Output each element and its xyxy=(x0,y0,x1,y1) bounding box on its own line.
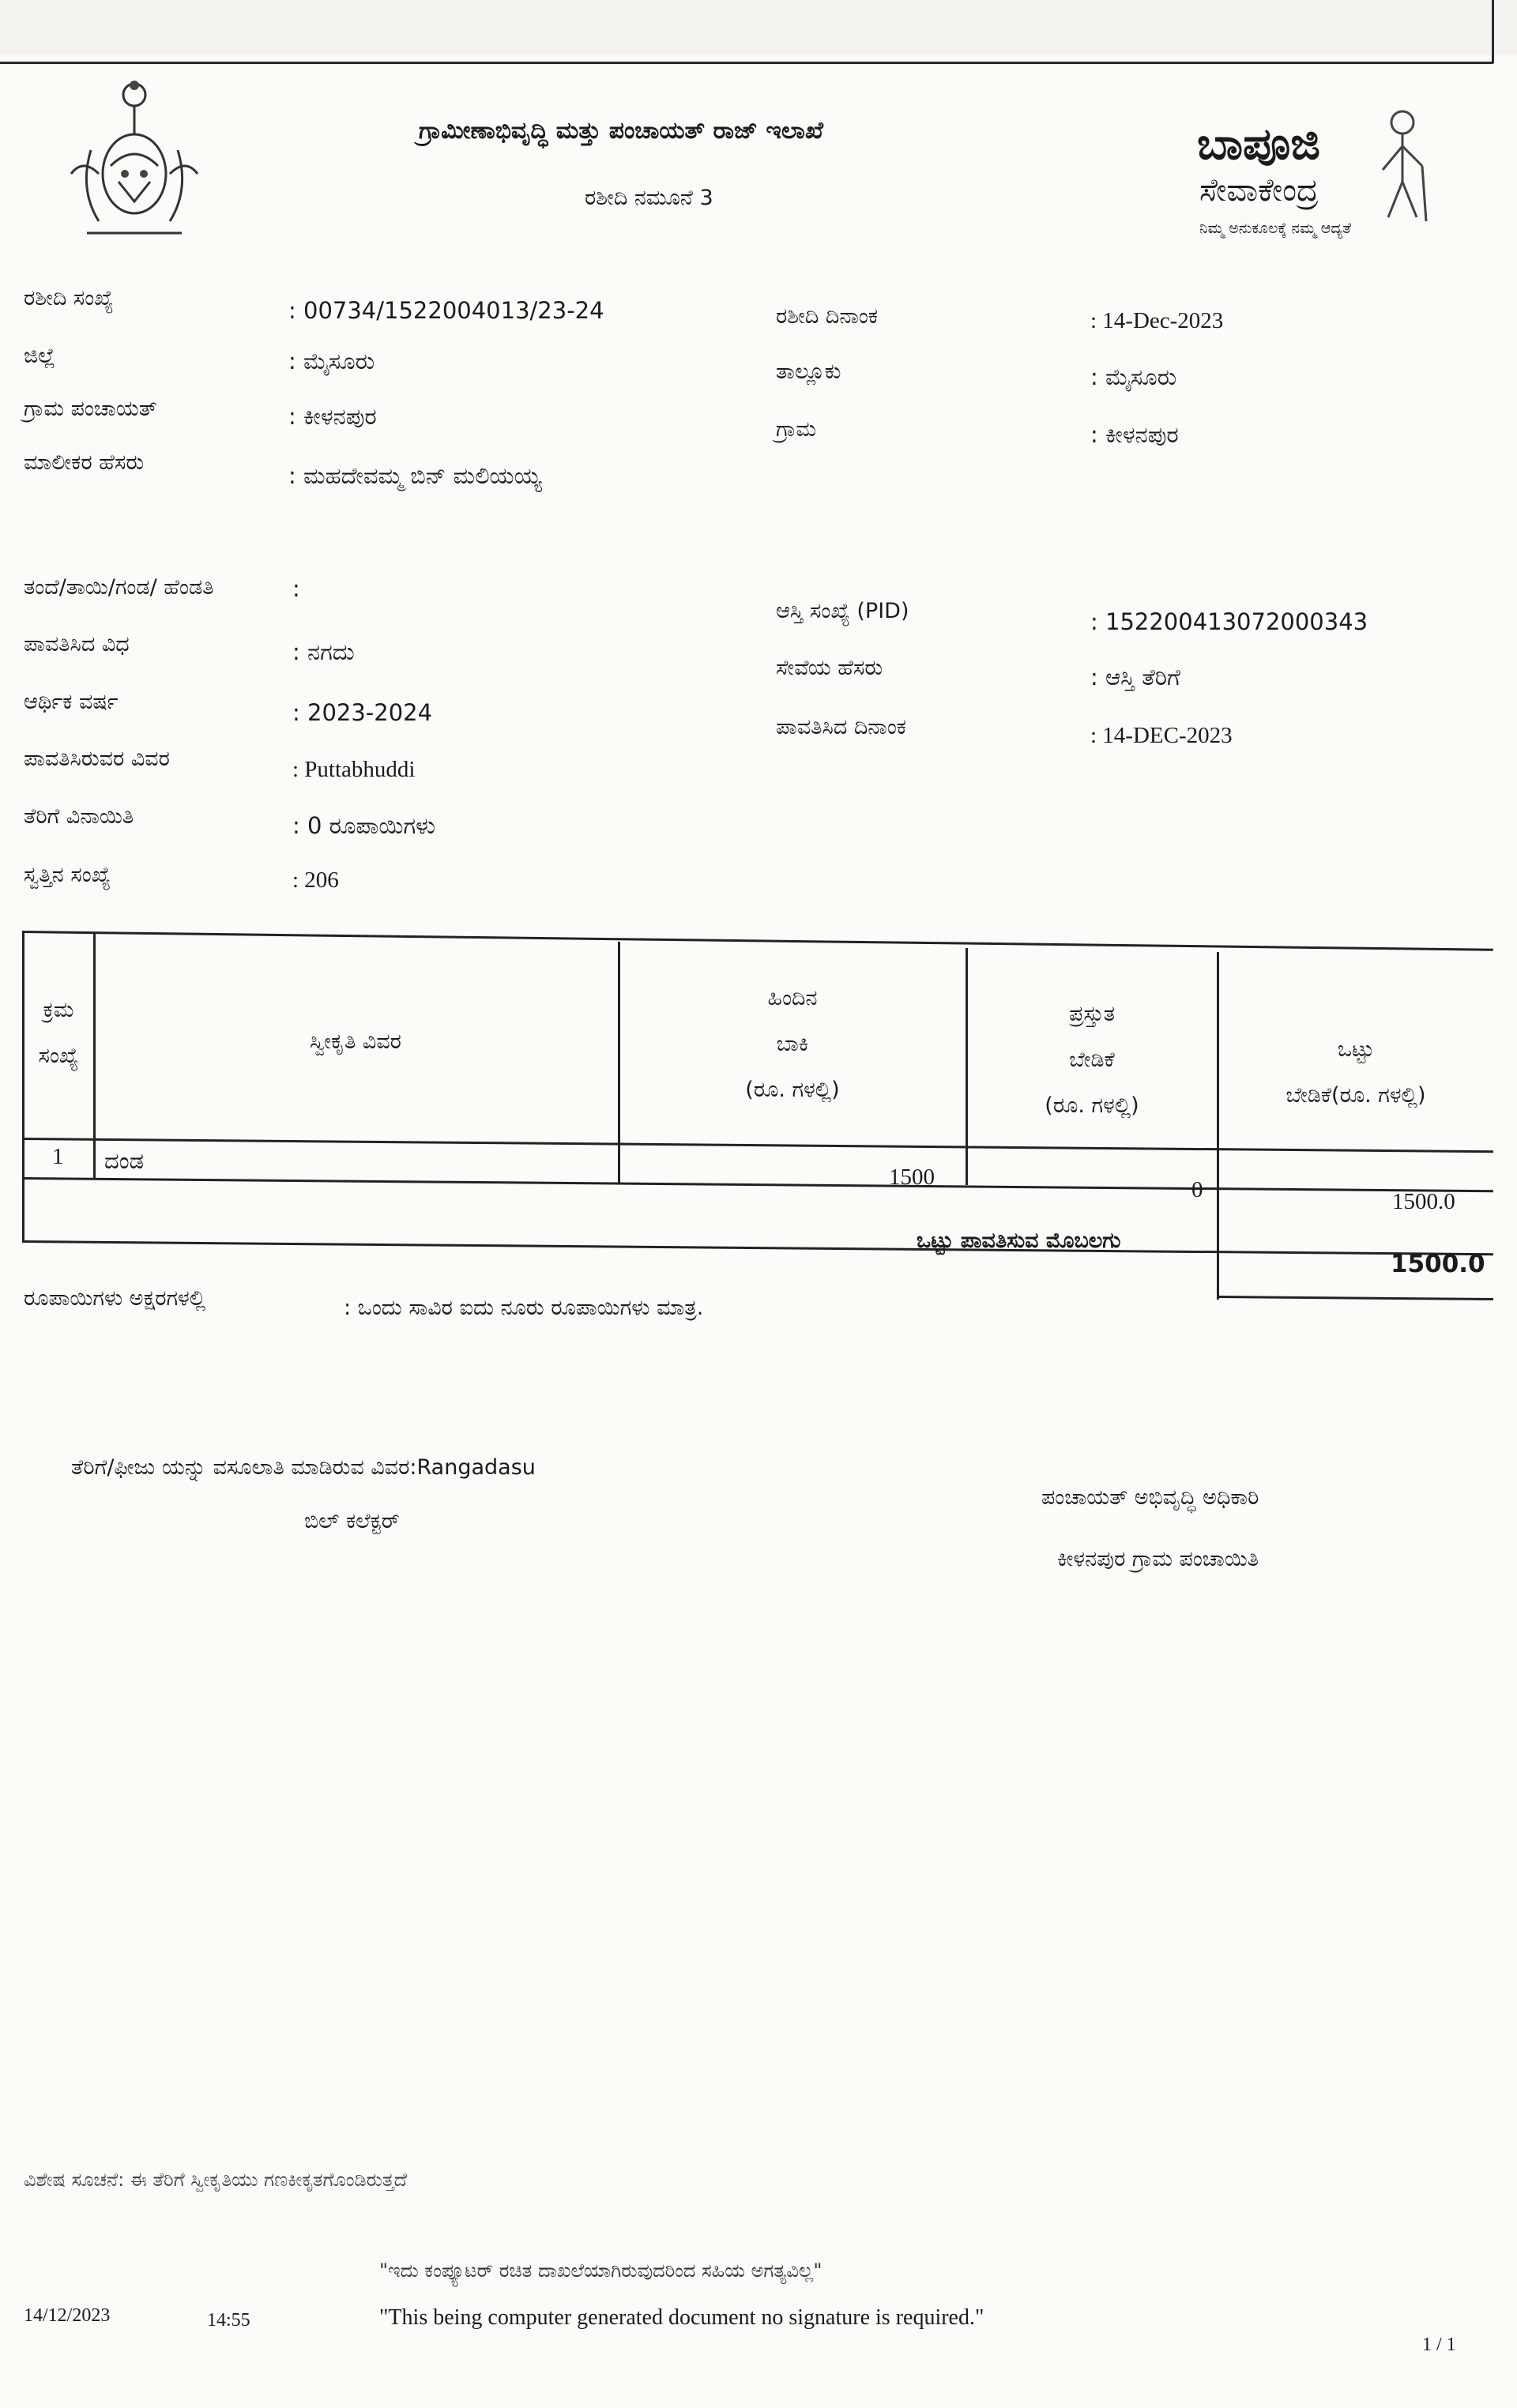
officer-designation: ಪಂಚಾಯತ್ ಅಭಿವೃದ್ಧಿ ಅಧಿಕಾರಿ xyxy=(1041,1485,1259,1510)
row-details: ದಂಡ xyxy=(104,1147,145,1174)
label-district: ಜಿಲ್ಲೆ xyxy=(24,344,55,368)
total-label: ಒಟ್ಟು ಪಾವತಿಸುವ ಮೊಬಲಗು xyxy=(917,1228,1121,1253)
value-taluk: : ಮೈಸೂರು xyxy=(1090,363,1177,390)
label-relation: ತಂದೆ/ತಾಯಿ/ಗಂಡ/ ಹೆಂಡತಿ xyxy=(24,575,214,600)
value-district: : ಮೈಸೂರು xyxy=(288,348,375,374)
value-payment-mode: : ನಗದು xyxy=(292,638,355,665)
receipt-paper xyxy=(0,55,1517,2408)
value-owner-name: : ಮಹದೇವಮ್ಮ ಬಿನ್ ಮಲಿಯಯ್ಯ xyxy=(288,462,542,489)
value-payer-details: : Puttabhuddi xyxy=(292,757,416,782)
amount-words-value: : ಒಂದು ಸಾವಿರ ಐದು ನೂರು ರೂಪಾಯಿಗಳು ಮಾತ್ರ. xyxy=(344,1296,704,1320)
footer-page-number: 1 / 1 xyxy=(1422,2335,1456,2355)
value-paid-date: : 14-DEC-2023 xyxy=(1090,723,1233,748)
label-property-id: ಆಸ್ತಿ ಸಂಖ್ಯೆ (PID) xyxy=(776,599,909,623)
label-financial-year: ಆರ್ಥಿಕ ವರ್ಷ xyxy=(24,690,119,714)
value-financial-year: : 2023-2024 xyxy=(292,699,433,726)
right-border xyxy=(1492,0,1494,63)
label-payment-mode: ಪಾವತಿಸಿದ ವಿಧ xyxy=(24,632,130,657)
brand-title: ಬಾಪೂಜಿ xyxy=(1197,119,1320,170)
footer-note-kannada-2: "ಇದು ಕಂಪ್ಯೂಟರ್ ರಚಿತ ದಾಖಲೆಯಾಗಿರುವುದರಿಂದ ಸಹಿಯ ಅಗತ್ಯವಿಲ್ಲ" xyxy=(379,2259,822,2282)
table-col-line-5 xyxy=(1217,952,1219,1300)
header-serial xyxy=(24,988,93,1079)
header-current-line2: ಬೇಡಿಕೆ xyxy=(1069,1048,1115,1072)
header-total-line2: ಬೇಡಿಕೆ(ರೂ. ಗಳಲ್ಲಿ) xyxy=(1285,1083,1426,1108)
header-total-line1: ಒಟ್ಟು xyxy=(1337,1037,1375,1062)
total-value: 1500.0 xyxy=(1391,1250,1485,1278)
label-property-number: ಸ್ವತ್ತಿನ ಸಂಖ್ಯೆ xyxy=(24,863,111,887)
row-previous: 1500 xyxy=(889,1164,935,1190)
value-receipt-date: : 14-Dec-2023 xyxy=(1090,308,1224,333)
value-receipt-number: : 00734/1522004013/23-24 xyxy=(288,297,604,324)
row-total: 1500.0 xyxy=(1392,1189,1455,1214)
brand-tagline: ನಿಮ್ಮ ಅನುಕೂಲಕ್ಕೆ ನಮ್ಮ ಆದ್ಯತೆ xyxy=(1199,220,1352,237)
label-paid-date: ಪಾವತಿಸಿದ ದಿನಾಂಕ xyxy=(776,715,906,739)
value-village: : ಕೀಳನಪುರ xyxy=(1090,421,1179,448)
row-current: 0 xyxy=(1191,1177,1203,1202)
gandhi-figure-icon xyxy=(1371,107,1434,228)
header-previous-due xyxy=(619,976,966,1113)
footer-note-kannada: ವಿಶೇಷ ಸೂಚನೆ: ಈ ತೆರಿಗೆ ಸ್ವೀಕೃತಿಯು ಗಣಕೀಕೃತಗೊಂಡಿರುತ್ತದೆ xyxy=(24,2169,408,2191)
header-total-demand xyxy=(1218,1027,1493,1119)
label-receipt-date: ರಶೀದಿ ದಿನಾಂಕ xyxy=(776,304,878,329)
header-details: ಸ್ವೀಕೃತಿ ವಿವರ xyxy=(310,1029,401,1054)
label-owner-name: ಮಾಲೀಕರ ಹೆಸರು xyxy=(24,450,145,475)
footer-note-english: "This being computer generated document no signature is required." xyxy=(379,2305,984,2330)
footer-date: 14/12/2023 xyxy=(24,2305,111,2326)
label-taluk: ತಾಲ್ಲೂಕು xyxy=(776,359,841,384)
amount-words-label: ರೂಪಾಯಿಗಳು ಅಕ್ಷರಗಳಲ್ಲಿ xyxy=(24,1286,206,1311)
header-serial-line2: ಸಂಖ್ಯೆ xyxy=(38,1044,79,1068)
label-tax-exemption: ತೆರಿಗೆ ವಿನಾಯಿತಿ xyxy=(24,804,134,829)
label-gram-panchayat: ಗ್ರಾಮ ಪಂಚಾಯತ್ xyxy=(24,397,157,421)
header-serial-line1: ಕ್ರಮ xyxy=(43,998,74,1022)
table-col-line-1 xyxy=(22,931,24,1243)
value-property-number: : 206 xyxy=(292,867,339,893)
officer-panchayat: ಕೀಳನಪುರ ಗ್ರಾಮ ಪಂಚಾಯಿತಿ xyxy=(1057,1547,1259,1571)
label-village: ಗ್ರಾಮ xyxy=(776,417,817,442)
value-property-id: : 152200413072000343 xyxy=(1090,608,1368,635)
header-previous-line3: (ರೂ. ಗಳಲ್ಲಿ) xyxy=(745,1078,840,1102)
form-name: ರಶೀದಿ ನಮೂನೆ 3 xyxy=(585,186,713,210)
header-previous-line2: ಬಾಕಿ xyxy=(776,1032,809,1056)
collector-designation: ಬಿಲ್ ಕಲೆಕ್ಟರ್ xyxy=(304,1509,400,1533)
top-border xyxy=(0,62,1493,64)
value-service-name: : ಆಸ್ತಿ ತೆರಿಗೆ xyxy=(1090,664,1180,690)
header-current-line3: (ರೂ. ಗಳಲ್ಲಿ) xyxy=(1045,1093,1139,1118)
label-payer-details: ಪಾವತಿಸಿರುವರ ವಿವರ xyxy=(24,747,170,771)
header-current-demand xyxy=(967,991,1217,1129)
value-tax-exemption: : 0 ರೂಪಾಯಿಗಳು xyxy=(292,812,436,839)
value-gram-panchayat: : ಕೀಳನಪುರ xyxy=(288,403,377,430)
header-current-line1: ಪ್ರಸ್ತುತ xyxy=(1068,1002,1116,1026)
footer-time: 14:55 xyxy=(207,2310,250,2331)
label-service-name: ಸೇವೆಯ ಹೆಸರು xyxy=(776,656,883,680)
row-serial: 1 xyxy=(52,1144,64,1169)
brand-subtitle: ಸೇವಾಕೇಂದ್ರ xyxy=(1199,172,1319,209)
header-previous-line1: ಹಿಂದಿನ xyxy=(767,986,818,1010)
department-title: ಗ್ರಾಮೀಣಾಭಿವೃದ್ಧಿ ಮತ್ತು ಪಂಚಾಯತ್ ರಾಜ್ ಇಲಾಖೆ xyxy=(419,117,823,145)
karnataka-emblem-icon xyxy=(55,63,213,248)
label-receipt-number: ರಶೀದಿ ಸಂಖ್ಯೆ xyxy=(24,286,114,310)
value-relation: : xyxy=(292,575,300,602)
collector-details: ತೆರಿಗೆ/ಫೀಜು ಯನ್ನು ವಸೂಲಾತಿ ಮಾಡಿರುವ ವಿವರ:Rangadasu xyxy=(71,1455,536,1480)
